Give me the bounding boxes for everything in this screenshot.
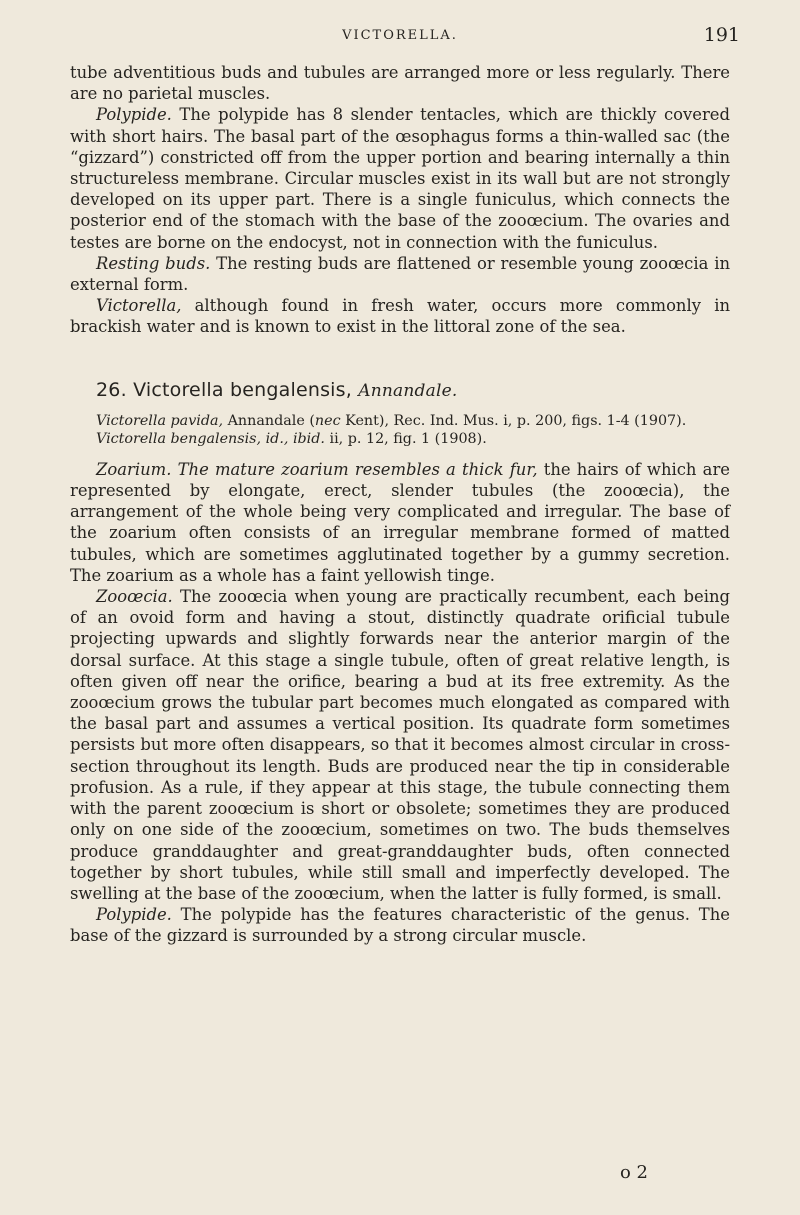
- paragraph-continuation: tube adventitious buds and tubules are arranged more or less regularly. There are no parietal muscles.: [70, 63, 730, 104]
- paragraph-text: The polypide has the features characteristic of the genus. The base of the gizzard is surrounded by a strong circular muscle.: [70, 905, 730, 946]
- synonym-author: Annandale (: [223, 412, 315, 429]
- paragraph-label: Polypide.: [96, 105, 172, 125]
- paragraph-victorella: [70, 295, 730, 337]
- paragraph-polypide-2: [70, 904, 730, 946]
- synonym-taxon: Victorella pavida,: [96, 412, 224, 429]
- paragraph-text: although found in fresh water, occurs more commonly in brackish water and is known to exist in the littoral zone of the sea.: [70, 296, 730, 337]
- body-text: [70, 62, 730, 947]
- paragraph-label: Polypide.: [96, 905, 172, 925]
- synonym-reference: Kent), Rec. Ind. Mus. i, p. 200, figs. 1-4 (1907).: [340, 412, 687, 429]
- paragraph-text: The zooœcia when young are practically recumbent, each being of an ovoid form and having a stout, distinctly quadrate orificial tubule projecting upwards and slightly forwards near the anterior margin of the dorsal surface. At this stage a single tubule, often of great relative length, is often given off near the orifice, bearing a bud at its free extremity. As the zooœcium grows the tubular part becomes much elongated as compared with the basal part and assumes a vertical position. Its quadrate form sometimes persists but more often disappears, so that it becomes almost circular in cross-section throughout its length. Buds are produced near the tip in considerable profusion. As a rule, if they appear at this stage, the tubule connecting them with the parent zooœcium is short or obsolete; sometimes they are produced only on one side of the zooœcium, sometimes on two. The buds themselves produce granddaughter and great-granddaughter buds, often connected together by short tubules, while still small and imperfectly developed. The swelling at the base of the zooœcium, when the latter is fully formed, is small.: [70, 587, 730, 903]
- synonym-reference: ii, p. 12, fig. 1 (1908).: [324, 431, 487, 448]
- synonymy-list: [70, 412, 730, 449]
- running-head: [60, 24, 740, 48]
- synonymy-entry: [70, 412, 730, 431]
- species-heading: [70, 380, 730, 402]
- paragraph-label: Zooœcia.: [96, 587, 173, 607]
- paragraph-polypide: [70, 104, 730, 252]
- species-author: Annandale.: [358, 380, 458, 401]
- synonymy-entry: [70, 430, 730, 449]
- paragraph-zoarium: [70, 459, 730, 586]
- synonym-taxon: Victorella bengalensis,: [96, 431, 262, 448]
- paragraph-resting-buds: [70, 253, 730, 295]
- paragraph-text: The polypide has 8 slender tentacles, which are thickly covered with short hairs. The basal part of the œsophagus forms a thin-walled sac (the “gizzard”) constricted off from the upper portion and bearing internally a thin structureless membrane. Circular muscles exist in its wall but are not strongly developed on its upper part. There is a single funiculus, which connects the posterior end of the stomach with the base of the zooœcium. The ovaries and testes are borne on the endocyst, not in connection with the funiculus.: [70, 105, 730, 252]
- paragraph-label: Zoarium.: [96, 459, 172, 479]
- species-number: 26.: [96, 378, 127, 401]
- paragraph-text: the hairs of which are represented by elongate, erect, slender tubules (the zooœcia), the arrangement of the whole being very complicated and irregular. The base of the zoarium often consists of an irregular membrane formed of matted tubules, which are sometimes agglutinated together by a gummy secretion. The zoarium as a whole has a faint yellowish tinge.: [70, 459, 730, 585]
- synonym-ibid: id., ibid.: [265, 431, 325, 448]
- paragraph-italic-lead: The mature zoarium resembles a thick fur,: [171, 459, 538, 479]
- paragraph-label: Victorella,: [96, 296, 182, 316]
- paragraph-text: The resting buds are flattened or resemble young zooœcia in external form.: [70, 253, 731, 295]
- synonym-nec: nec: [314, 412, 341, 429]
- species-name: Victorella bengalensis,: [133, 378, 353, 401]
- paragraph-zooecia: [70, 586, 730, 904]
- page-number: 191: [703, 24, 740, 46]
- paragraph-label: Resting buds.: [96, 253, 211, 273]
- running-title: VICTORELLA.: [342, 28, 458, 43]
- signature-mark: o 2: [620, 1162, 649, 1183]
